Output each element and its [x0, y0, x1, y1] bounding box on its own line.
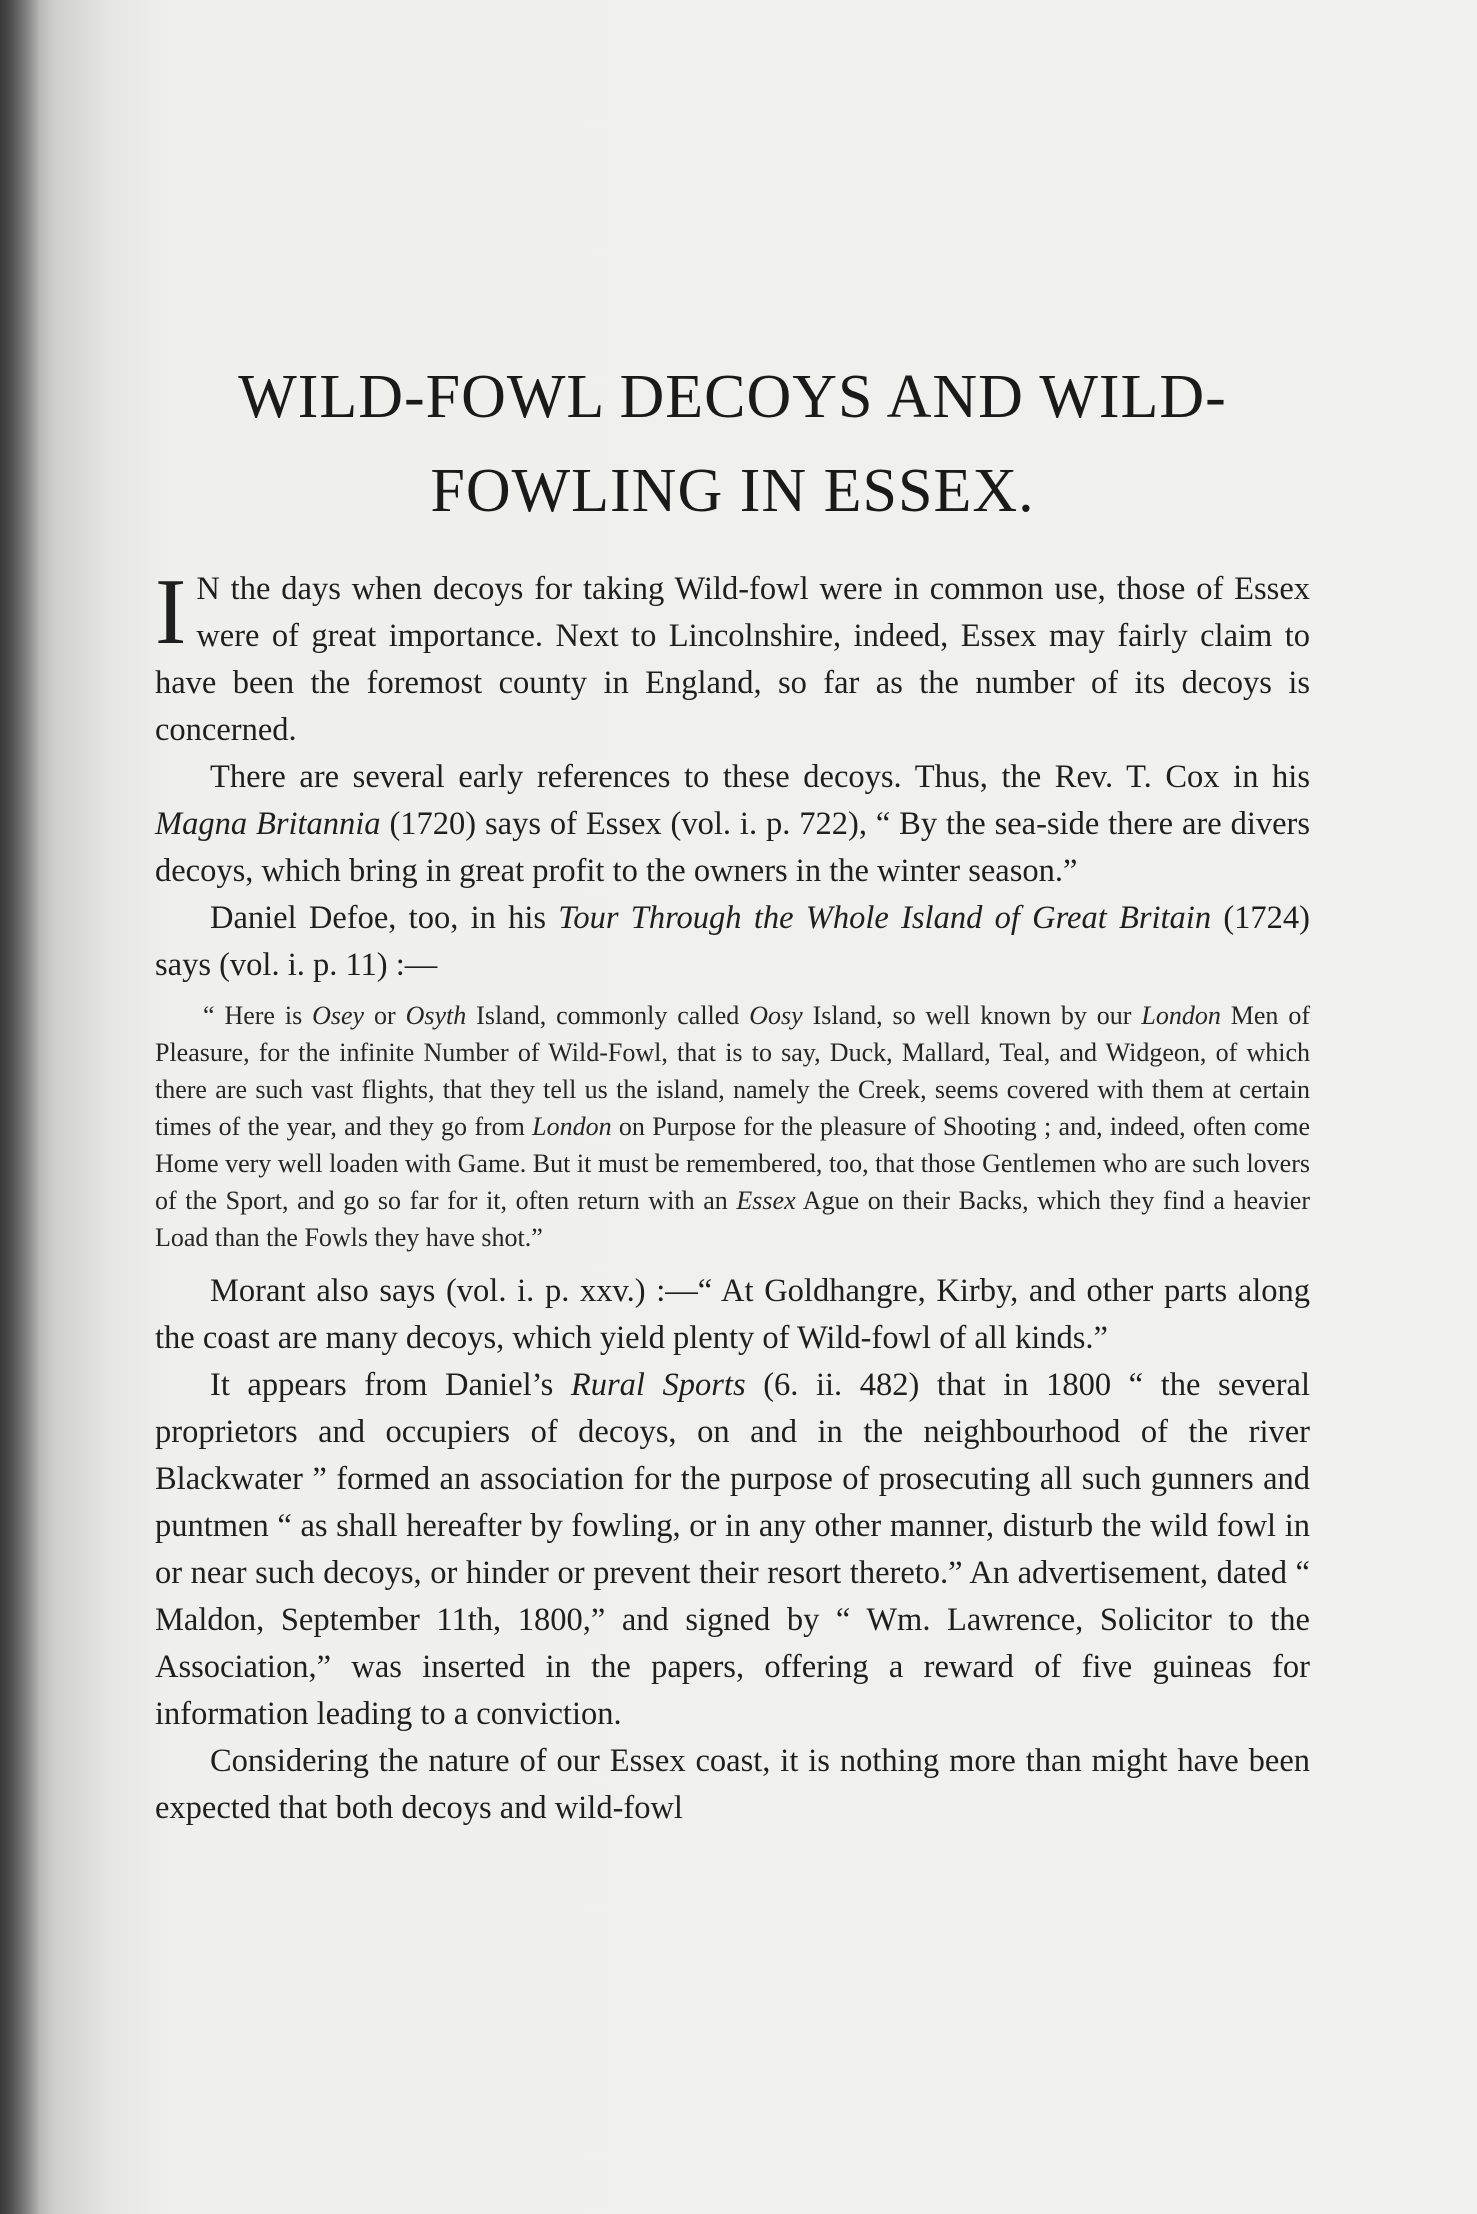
paragraph-3 [155, 895, 1310, 989]
book-title-tour: Tour Through the Whole Island of Great Britain [558, 900, 1212, 936]
block-quote [155, 997, 1310, 1256]
page-title [155, 350, 1310, 538]
title-line-1: WILD-FOWL DECOYS AND WILD- [238, 363, 1227, 431]
quote-seg-f: on Purpose for the pleasure of Shooting ; and, indeed, often come Home very well loaden with Game. But it must be remembered, too, that those Gentlemen who are such lovers of the Sport, and go so far for it, often return with an [155, 1112, 1310, 1215]
book-title-rural-sports: Rural Sports [570, 1367, 746, 1403]
paragraph-1-text: N the days when decoys for taking Wild-fowl were in common use, those of Essex were of great importance. Next to Lincolnshire, indeed, Essex may fairly claim to have been the foremost county in England, so far as the number of its decoys is concerned. [155, 571, 1310, 748]
paragraph-3-text-b: (1724) says (vol. i. p. 11) :— [155, 900, 1310, 983]
quote-italic-osyth: Osyth [405, 1001, 467, 1030]
quote-seg-c: Island, commonly called [466, 1001, 750, 1030]
quote-seg-g: Ague on their Backs, which they find a heavier Load than the Fowls they have shot.” [155, 1186, 1311, 1252]
paragraph-3-text-a: Daniel Defoe, too, in his [210, 900, 559, 936]
drop-cap: I [155, 560, 187, 664]
paragraph-5 [155, 1362, 1310, 1738]
paragraph-2 [155, 754, 1310, 895]
paragraph-2-text-a: There are several early references to these decoys. Thus, the Rev. T. Cox in his [210, 759, 1310, 795]
block-quote-text [155, 997, 1310, 1256]
paragraph-5-text-a: It appears from Daniel’s [210, 1367, 571, 1403]
quote-seg-b: or [364, 1001, 406, 1030]
paragraph-6: Considering the nature of our Essex coast, it is nothing more than might have been expected that both decoys and wild-fowl [155, 1743, 1310, 1826]
quote-italic-london: London [1141, 1001, 1221, 1030]
quote-italic-essex: Essex [736, 1186, 796, 1215]
paragraph-1 [155, 560, 1310, 754]
quote-seg-e: Men of Pleasure, for the infinite Number of Wild-Fowl, that is to say, Duck, Mallard, Teal, and Widgeon, of which there are such vast flights, that they tell us the island, namely the Creek, seems covered with them at certain times of the year, and they go from [155, 1001, 1310, 1141]
title-line-2: FOWLING IN ESSEX. [430, 457, 1035, 525]
quote-seg-a: “ Here is [203, 1001, 313, 1030]
book-title-magna-britannia: Magna Britannia [155, 806, 381, 842]
quote-italic-oosy: Oosy [749, 1001, 803, 1030]
book-spine-shadow [0, 0, 40, 2214]
paragraph-5-text-b: (6. ii. 482) that in 1800 “ the several proprietors and occupiers of decoys, on and in the neighbourhood of the river Blackwater ” formed an association for the purpose of prosecuting all such gunners and puntmen “ as shall hereafter by fowling, or in any other manner, disturb the wild fowl in or near such decoys, or hinder or prevent their resort thereto.” An advertisement, dated “ Maldon, September 11th, 1800,” and signed by “ Wm. Lawrence, Solicitor to the Association,” was inserted in the papers, offering a reward of five guineas for information leading to a conviction. [155, 1367, 1311, 1732]
quote-italic-london-2: London [532, 1112, 612, 1141]
quote-italic-osey: Osey [312, 1001, 365, 1030]
article [155, 350, 1310, 1832]
quote-seg-d: Island, so well known by our [802, 1001, 1142, 1030]
paragraph-4: Morant also says (vol. i. p. xxv.) :—“ At Goldhangre, Kirby, and other parts along the coast are many decoys, which yield plenty of Wild-fowl of all kinds.” [155, 1273, 1310, 1356]
paragraph-2-text-b: (1720) says of Essex (vol. i. p. 722), “ By the sea-side there are divers decoys, which bring in great profit to the owners in the winter season.” [155, 806, 1310, 889]
